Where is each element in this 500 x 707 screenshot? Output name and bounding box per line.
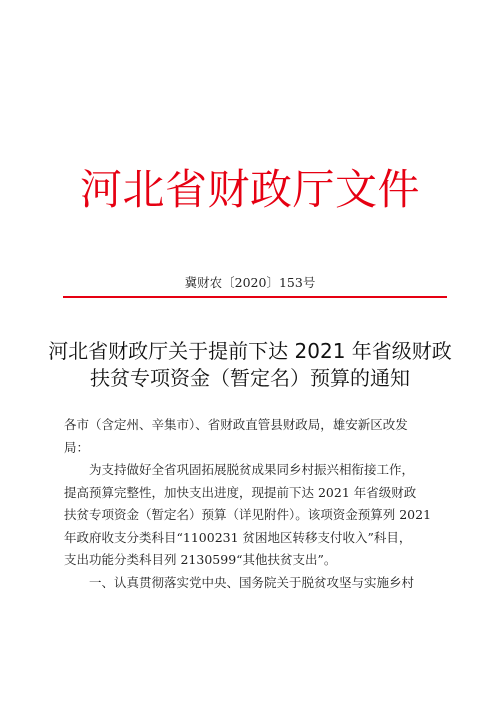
- body-line: 局：: [64, 439, 90, 455]
- document-number: 冀财农〔2020〕153号: [184, 275, 316, 290]
- body-line: 一、认真贯彻落实党中央、国务院关于脱贫攻坚与实施乡村: [89, 574, 415, 590]
- body-line: 提高预算完整性，加快支出进度，现提前下达 2021 年省级财政: [64, 484, 417, 500]
- body-line: 支出功能分类科目列 2130599“其他扶贫支出”。: [64, 552, 337, 567]
- notice-body: [64, 414, 436, 594]
- notice-title-line-2: 扶贫专项资金（暂定名）预算的通知: [90, 366, 410, 390]
- red-divider-line: [63, 296, 447, 298]
- notice-title-line-1: 河北省财政厅关于提前下达 2021 年省级财政: [48, 339, 452, 363]
- body-line: 扶贫专项资金（暂定名）预算（详见附件）。该项资金预算列 2021: [64, 507, 432, 522]
- red-header-title: 河北省财政厅文件: [79, 165, 420, 214]
- body-line: 为支持做好全省巩固拓展脱贫成果同乡村振兴相衔接工作，: [89, 462, 415, 477]
- notice-title: [0, 338, 500, 392]
- body-line: 年政府收支分类科目“1100231 贫困地区转移支付收入”科目，: [64, 529, 412, 545]
- body-line: 各市（含定州、辛集市）、省财政直管县财政局，雄安新区改发: [64, 417, 408, 432]
